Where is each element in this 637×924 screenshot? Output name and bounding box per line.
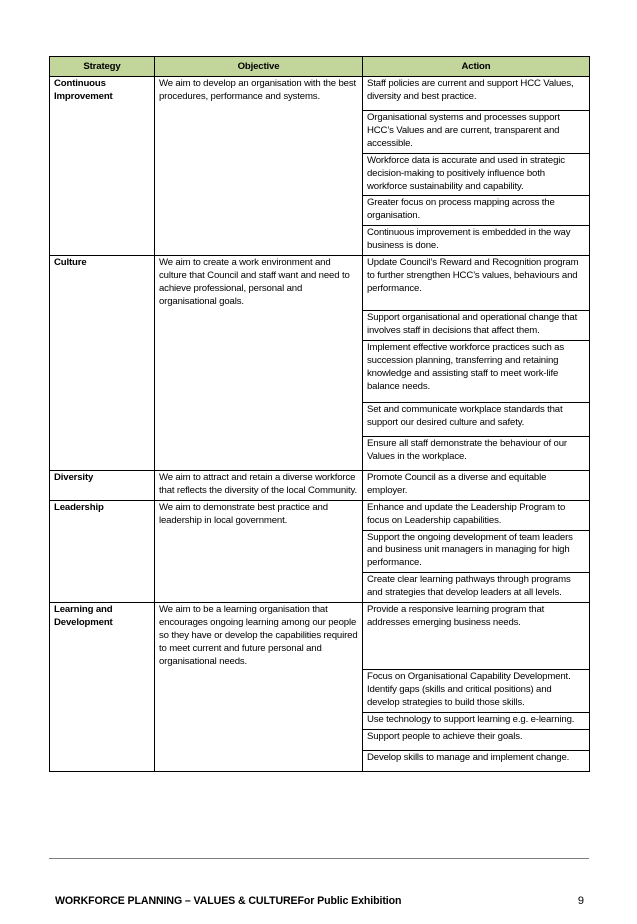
strategy-table [49, 56, 590, 772]
action-cell: Focus on Organisational Capability Development. Identify gaps (skills and critical positions) and develop strategies to build those skills. [363, 670, 590, 713]
action-cell: Develop skills to manage and implement change. [363, 750, 590, 771]
table-row [50, 470, 590, 500]
table-row [50, 603, 590, 670]
action-cell: Continuous improvement is embedded in the way business is done. [363, 226, 590, 256]
action-cell: Use technology to support learning e.g. e-learning. [363, 712, 590, 729]
header-strategy: Strategy [50, 57, 155, 77]
objective-cell: We aim to be a learning organisation that encourages ongoing learning among our people so they have or develop the capabilities required to meet current and future personal and organisational needs. [155, 603, 363, 772]
strategy-cell: Culture [50, 256, 155, 471]
action-cell: Promote Council as a diverse and equitable employer. [363, 470, 590, 500]
strategy-cell: Diversity [50, 470, 155, 500]
action-cell: Staff policies are current and support HCC Values, diversity and best practice. [363, 77, 590, 111]
table-row [50, 500, 590, 530]
action-cell: Set and communicate workplace standards that support our desired culture and safety. [363, 402, 590, 436]
action-cell: Greater focus on process mapping across the organisation. [363, 196, 590, 226]
action-cell: Support organisational and operational change that involves staff in decisions that affect them. [363, 311, 590, 341]
action-cell: Create clear learning pathways through programs and strategies that develop leaders at all levels. [363, 573, 590, 603]
action-cell: Support people to achieve their goals. [363, 729, 590, 750]
footer-title: WORKFORCE PLANNING – VALUES & CULTUREFor Public Exhibition [55, 895, 402, 907]
table-row [50, 256, 590, 311]
strategy-cell: Learning and Development [50, 603, 155, 772]
table-row [50, 77, 590, 111]
strategy-cell: Leadership [50, 500, 155, 602]
action-cell: Ensure all staff demonstrate the behaviour of our Values in the workplace. [363, 436, 590, 470]
action-cell: Support the ongoing development of team leaders and business unit managers in managing for high performance. [363, 530, 590, 573]
action-cell: Organisational systems and processes support HCC’s Values and are current, transparent and accessible. [363, 111, 590, 154]
strategy-cell: Continuous Improvement [50, 77, 155, 256]
footer-divider [49, 858, 589, 859]
action-cell: Enhance and update the Leadership Program to focus on Leadership capabilities. [363, 500, 590, 530]
page-number: 9 [577, 895, 584, 907]
objective-cell: We aim to create a work environment and culture that Council and staff want and need to achieve professional, personal and organisational goals. [155, 256, 363, 471]
header-objective: Objective [155, 57, 363, 77]
table-header-row [50, 57, 590, 77]
objective-cell: We aim to develop an organisation with the best procedures, performance and systems. [155, 77, 363, 256]
action-cell: Workforce data is accurate and used in strategic decision-making to positively influence both workforce sustainability and capability. [363, 153, 590, 196]
objective-cell: We aim to demonstrate best practice and leadership in local government. [155, 500, 363, 602]
action-cell: Update Council’s Reward and Recognition program to further strengthen HCC’s values, behaviours and performance. [363, 256, 590, 311]
header-action: Action [363, 57, 590, 77]
action-cell: Implement effective workforce practices such as succession planning, transferring and retaining knowledge and assisting staff to meet work-life balance needs. [363, 340, 590, 402]
action-cell: Provide a responsive learning program that addresses emerging business needs. [363, 603, 590, 670]
objective-cell: We aim to attract and retain a diverse workforce that reflects the diversity of the local Community. [155, 470, 363, 500]
